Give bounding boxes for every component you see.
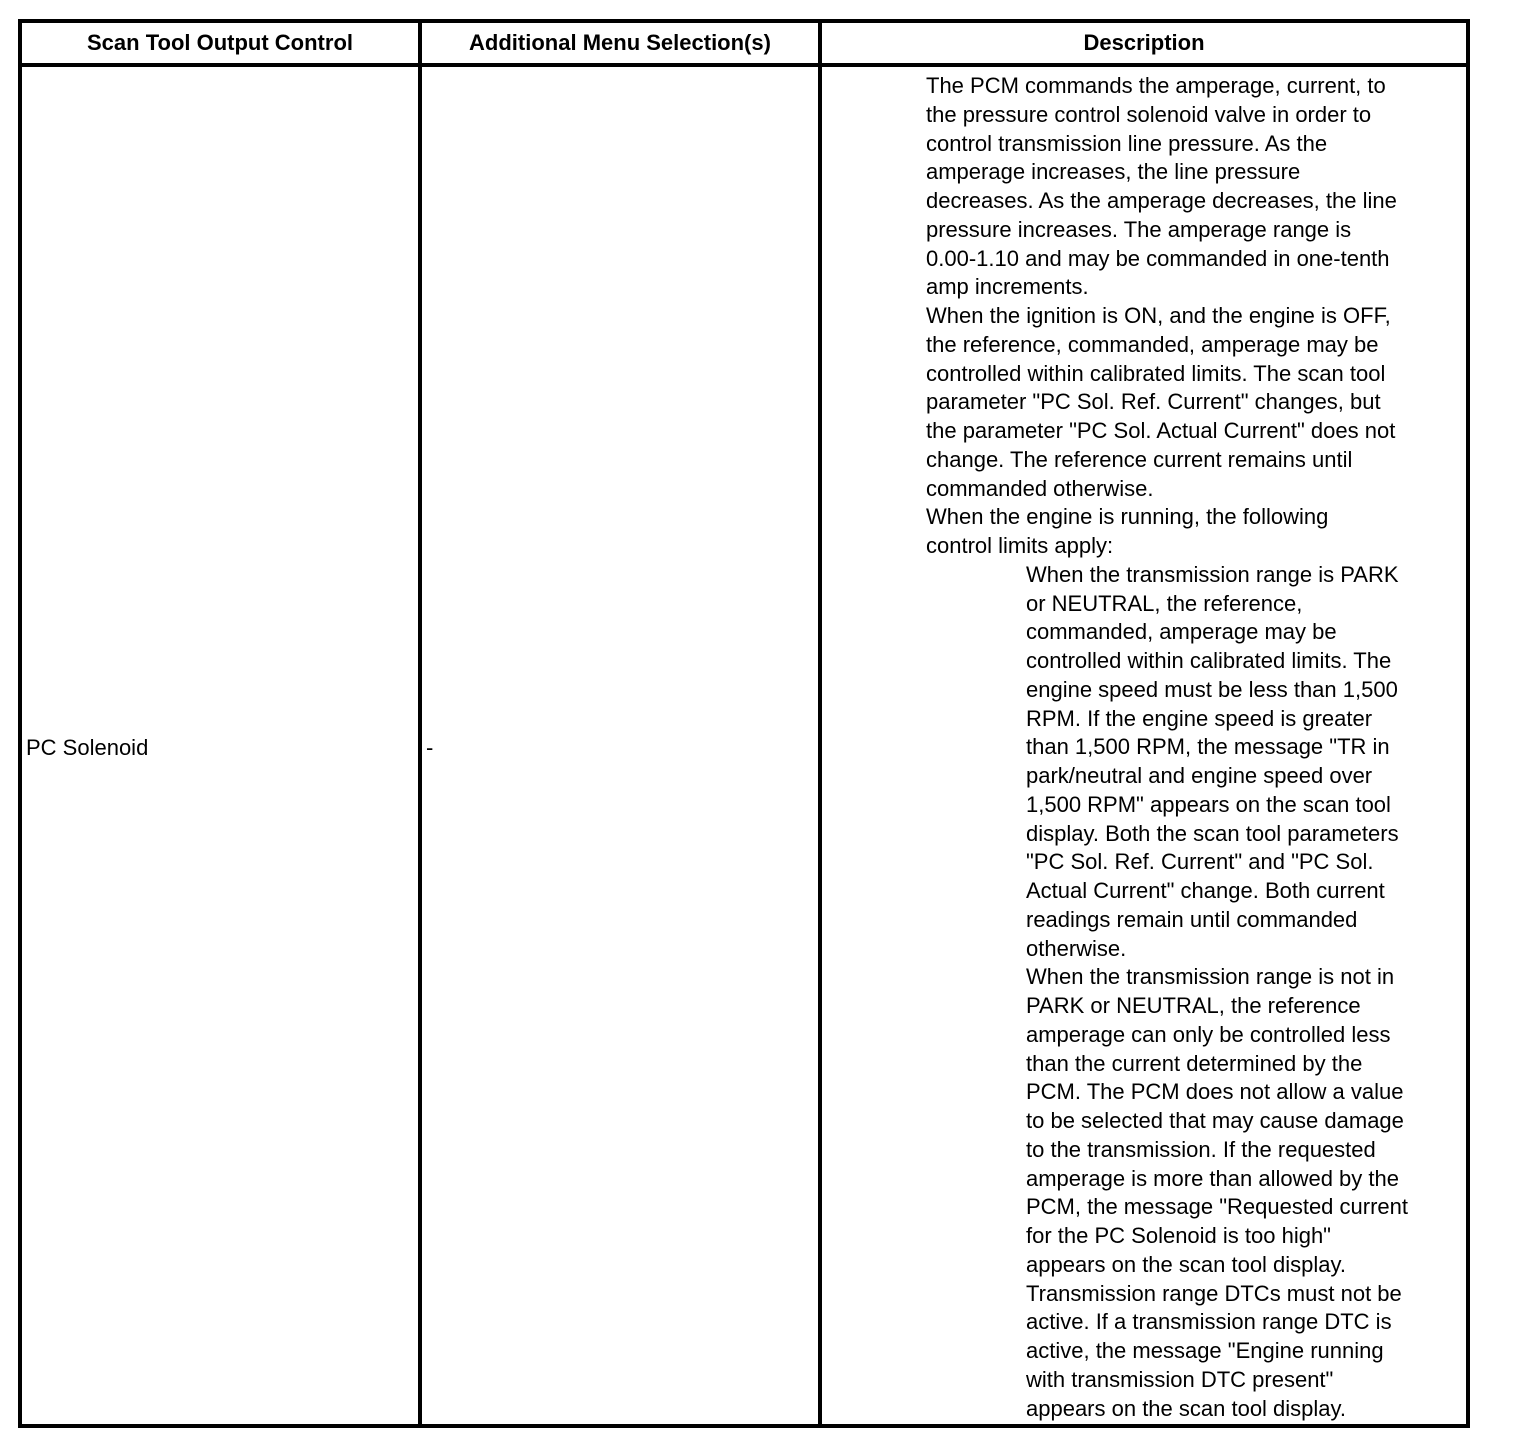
description-line: with transmission DTC present" (1026, 1366, 1334, 1392)
description-line: RPM. If the engine speed is greater (1026, 705, 1373, 731)
description-line: amperage can only be controlled less (1026, 1021, 1391, 1047)
description-line: PCM. The PCM does not allow a value (1026, 1079, 1404, 1105)
description-line: for the PC Solenoid is too high" (1026, 1223, 1331, 1248)
description-line: 1,500 RPM" appears on the scan tool (1026, 791, 1391, 817)
description-line: PARK or NEUTRAL, the reference (1026, 993, 1361, 1018)
header-additional-menu-selections: Additional Menu Selection(s) (469, 30, 771, 55)
description-line: the parameter "PC Sol. Actual Current" does not (926, 418, 1396, 443)
column-divider (418, 23, 422, 1424)
description-line: to the transmission. If the requested (1026, 1136, 1376, 1162)
description-line: decreases. As the amperage decreases, the line (926, 188, 1397, 213)
description-line: amp increments. (926, 274, 1089, 300)
description-paragraph (926, 302, 1468, 503)
description-line: controlled within calibrated limits. The scan tool (926, 360, 1386, 386)
description-line: engine speed must be less than 1,500 (1026, 676, 1398, 702)
description-line: or NEUTRAL, the reference, (1026, 590, 1303, 616)
cell-menu-selection: - (426, 735, 434, 760)
description-line: control transmission line pressure. As the (926, 130, 1328, 156)
description-line: When the transmission range is not in (1026, 964, 1395, 990)
description-line: than the current determined by the (1026, 1050, 1363, 1076)
description-line: the reference, commanded, amperage may be (926, 331, 1379, 357)
description-line: appears on the scan tool display. (1026, 1251, 1347, 1277)
description-line: control limits apply: (926, 533, 1114, 558)
header-divider (22, 63, 1466, 67)
description-line: appears on the scan tool display. (1026, 1395, 1347, 1421)
description-line: When the transmission range is PARK (1026, 561, 1399, 587)
description-line: Transmission range DTCs must not be (1026, 1280, 1402, 1306)
description-line: parameter "PC Sol. Ref. Current" changes, but (926, 389, 1381, 415)
description-line: the pressure control solenoid valve in order to (926, 101, 1372, 127)
description-line: When the ignition is ON, and the engine is OFF, (926, 303, 1391, 328)
description-line: display. Both the scan tool parameters (1026, 820, 1399, 846)
header-description: Description (1083, 30, 1205, 55)
description-line: commanded otherwise. (926, 475, 1154, 501)
description-line: "PC Sol. Ref. Current" and "PC Sol. (1026, 849, 1374, 875)
description-line: controlled within calibrated limits. The (1026, 648, 1392, 673)
description-line: readings remain until commanded (1026, 906, 1358, 932)
description-paragraph (926, 72, 1468, 302)
description-line: PCM, the message "Requested current (1026, 1194, 1408, 1220)
cell-output-control: PC Solenoid (26, 735, 149, 760)
description-line: amperage increases, the line pressure (926, 159, 1301, 185)
description-line: The PCM commands the amperage, current, to (926, 73, 1386, 98)
description-line: Actual Current" change. Both current (1026, 878, 1385, 903)
description-line: otherwise. (1026, 935, 1127, 961)
description-sub-item (926, 561, 1468, 964)
description-line: pressure increases. The amperage range is (926, 216, 1352, 242)
description-line: When the engine is running, the following (926, 504, 1329, 530)
description-line: to be selected that may cause damage (1026, 1108, 1404, 1133)
column-divider (818, 23, 822, 1424)
cell-description (926, 72, 1468, 1423)
description-sub-item (926, 963, 1468, 1423)
description-line: change. The reference current remains until (926, 446, 1353, 472)
description-line: 0.00-1.10 and may be commanded in one-tenth (926, 245, 1390, 271)
description-line: park/neutral and engine speed over (1026, 763, 1373, 788)
description-paragraph (926, 503, 1468, 561)
header-scan-tool-output-control: Scan Tool Output Control (87, 30, 353, 55)
description-line: commanded, amperage may be (1026, 619, 1337, 645)
description-line: active. If a transmission range DTC is (1026, 1309, 1392, 1335)
description-line: than 1,500 RPM, the message "TR in (1026, 734, 1390, 760)
output-control-table (18, 19, 1470, 1428)
description-line: active, the message "Engine running (1026, 1338, 1384, 1363)
description-line: amperage is more than allowed by the (1026, 1165, 1399, 1191)
